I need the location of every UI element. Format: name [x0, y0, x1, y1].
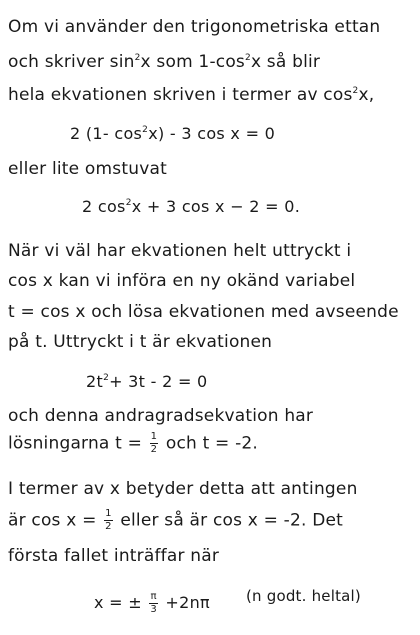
text-line-5: [8, 158, 167, 180]
denominator: 3: [150, 604, 158, 615]
text: Om vi använder den trigonometriska ettan: [8, 17, 381, 37]
text-line-1: [8, 16, 380, 38]
equation-text: x + 3 cos x − 2 = 0.: [131, 197, 301, 216]
text: första fallet inträffar när: [8, 546, 220, 566]
equation-text: +2nπ: [165, 593, 210, 612]
text: på t. Uttryckt i t är ekvationen: [8, 332, 273, 352]
equation-1: [70, 119, 275, 145]
text: t = cos x och lösa ekvationen med avseende: [8, 302, 399, 322]
text: x så blir: [250, 52, 321, 72]
text-line-8: [8, 270, 355, 292]
exponent: 2: [142, 125, 149, 135]
text-line-14: [8, 478, 358, 500]
text-line-7: [8, 240, 351, 262]
equation-text: 2t: [86, 372, 104, 391]
exponent: 2: [125, 198, 132, 208]
numerator: 1: [105, 508, 112, 519]
fraction-one-half: [150, 432, 159, 455]
text-line-13: [8, 432, 258, 455]
numerator: π: [150, 591, 157, 602]
text-line-12: [8, 405, 313, 427]
equation-text: 2 (1- cos: [70, 124, 143, 143]
text-line-15: [8, 509, 343, 532]
text-line-2: [8, 47, 320, 73]
text: eller så är cos x = -2. Det: [120, 510, 344, 531]
text-line-16: [8, 545, 219, 567]
text-line-10: [8, 331, 272, 353]
text: och skriver sin: [8, 52, 135, 72]
text: eller lite omstuvat: [8, 159, 167, 179]
note-text: (n godt. heltal): [246, 587, 361, 605]
text: När vi väl har ekvationen helt uttryckt i: [8, 241, 352, 261]
equation-text: x = ±: [94, 593, 142, 612]
numerator: 1: [150, 431, 158, 442]
fraction-one-half: [104, 509, 113, 532]
text: x som 1-cos: [140, 52, 245, 72]
text: cos x kan vi införa en ny okänd variabel: [8, 271, 356, 291]
equation-text: 2 cos: [82, 197, 126, 216]
denominator: 2: [150, 444, 158, 455]
text: x,: [358, 85, 375, 105]
text: I termer av x betyder detta att antingen: [8, 479, 358, 499]
text-line-9: [8, 301, 399, 323]
exponent: 2: [245, 53, 251, 63]
exponent: 2: [352, 86, 359, 96]
text: är cos x =: [8, 510, 97, 531]
denominator: 2: [105, 521, 112, 532]
equation-2: [82, 192, 300, 218]
text-line-3: [8, 80, 374, 106]
equation-4-note: [246, 585, 361, 607]
equation-text: x) - 3 cos x = 0: [148, 124, 276, 143]
text: hela ekvationen skriven i termer av cos: [8, 85, 353, 105]
fraction-pi-over-three: [149, 592, 158, 615]
equation-4: [94, 592, 210, 615]
equation-text: + 3t - 2 = 0: [109, 372, 208, 391]
exponent: 2: [103, 373, 110, 383]
text: och denna andragradsekvation har: [8, 406, 314, 426]
exponent: 2: [134, 53, 141, 63]
text: och t = -2.: [165, 433, 259, 454]
equation-3: [86, 367, 208, 393]
text: lösningarna t =: [8, 433, 143, 454]
